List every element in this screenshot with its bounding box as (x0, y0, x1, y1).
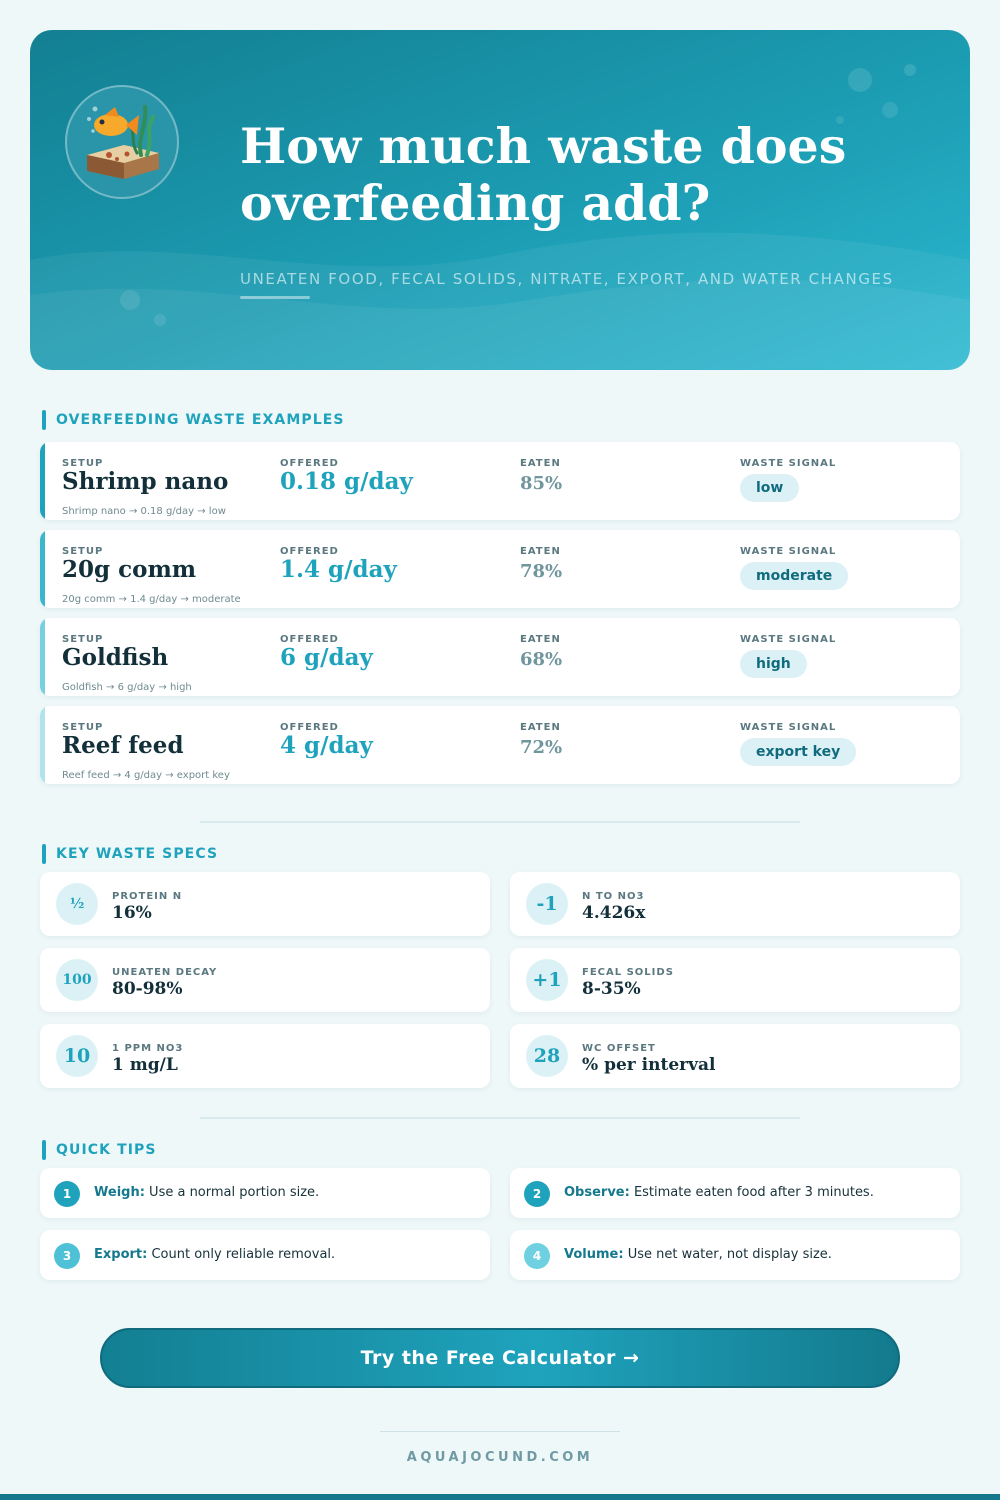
offered-value: 6 g/day (280, 644, 373, 671)
waste-signal-label: WASTE SIGNAL (740, 546, 837, 557)
eaten-value: 78% (520, 561, 563, 582)
eaten-label: EATEN (520, 634, 561, 645)
spec-card (40, 872, 490, 936)
waste-signal-badge: low (740, 474, 799, 502)
eaten-label: EATEN (520, 722, 561, 733)
tip-number-badge: 3 (54, 1243, 80, 1269)
eaten-value: 72% (520, 737, 563, 758)
row-note: 20g comm → 1.4 g/day → moderate (62, 594, 241, 605)
waste-signal-badge: high (740, 650, 807, 678)
tip-title: Volume: (564, 1247, 624, 1262)
spec-card (40, 948, 490, 1012)
tip-text (564, 1185, 874, 1200)
try-calculator-button[interactable]: Try the Free Calculator → (100, 1328, 900, 1388)
waste-signal-label: WASTE SIGNAL (740, 722, 837, 733)
eaten-label: EATEN (520, 458, 561, 469)
tip-title: Observe: (564, 1185, 630, 1200)
tip-title: Weigh: (94, 1185, 145, 1200)
offered-label: OFFERED (280, 546, 339, 557)
example-row (40, 442, 960, 520)
waste-signal-badge: export key (740, 738, 856, 766)
tip-card (510, 1230, 960, 1280)
offered-label: OFFERED (280, 722, 339, 733)
section-heading-specs: KEY WASTE SPECS (42, 844, 218, 864)
tip-number-badge: 2 (524, 1181, 550, 1207)
spec-card (510, 948, 960, 1012)
spec-value: 4.426x (582, 903, 646, 923)
setup-name: Reef feed (62, 732, 184, 759)
waste-signal-badge: moderate (740, 562, 848, 590)
row-accent-bar (40, 442, 45, 520)
row-accent-bar (40, 706, 45, 784)
hero-banner (30, 30, 970, 370)
section-heading-examples: OVERFEEDING WASTE EXAMPLES (42, 410, 345, 430)
spec-label: 1 PPM NO3 (112, 1043, 184, 1054)
spec-label: WC OFFSET (582, 1043, 656, 1054)
row-note: Goldfish → 6 g/day → high (62, 682, 192, 693)
offered-value: 0.18 g/day (280, 468, 413, 495)
tip-card (40, 1230, 490, 1280)
spec-card (510, 872, 960, 936)
row-accent-bar (40, 618, 45, 696)
setup-name: 20g comm (62, 556, 197, 583)
tip-body: Use net water, not display size. (623, 1247, 832, 1262)
tip-title: Export: (94, 1247, 148, 1262)
spec-label: FECAL SOLIDS (582, 967, 674, 978)
offered-value: 4 g/day (280, 732, 373, 759)
eaten-value: 85% (520, 473, 563, 494)
tip-number-badge: 1 (54, 1181, 80, 1207)
setup-label: SETUP (62, 634, 104, 645)
offered-label: OFFERED (280, 634, 339, 645)
title-underline (240, 296, 310, 299)
example-row (40, 706, 960, 784)
spec-label: PROTEIN N (112, 891, 183, 902)
waste-signal-label: WASTE SIGNAL (740, 634, 837, 645)
aquarium-logo-icon (65, 85, 179, 199)
footer-site-link[interactable]: AQUAJOCUND.COM (406, 1450, 594, 1465)
minus-one-icon: -1 (526, 883, 568, 925)
setup-label: SETUP (62, 458, 104, 469)
footer-divider (380, 1431, 620, 1432)
spec-value: 1 mg/L (112, 1055, 178, 1075)
spec-value: 80-98% (112, 979, 183, 999)
row-accent-bar (40, 530, 45, 608)
spec-label: UNEATEN DECAY (112, 967, 218, 978)
setup-label: SETUP (62, 546, 104, 557)
spec-card (40, 1024, 490, 1088)
spec-value: 8-35% (582, 979, 641, 999)
hundred-icon: 100 (56, 959, 98, 1001)
spec-card (510, 1024, 960, 1088)
offered-value: 1.4 g/day (280, 556, 397, 583)
spec-label: N TO NO3 (582, 891, 645, 902)
setup-label: SETUP (62, 722, 104, 733)
plus-one-icon: +1 (526, 959, 568, 1001)
section-heading-tips: QUICK TIPS (42, 1140, 157, 1160)
page-title: How much waste does overfeeding add? (240, 117, 847, 232)
section-divider (200, 1117, 800, 1119)
row-note: Reef feed → 4 g/day → export key (62, 770, 230, 781)
row-note: Shrimp nano → 0.18 g/day → low (62, 506, 226, 517)
tip-number-badge: 4 (524, 1243, 550, 1269)
tip-body: Estimate eaten food after 3 minutes. (629, 1185, 874, 1200)
bottom-accent-bar (0, 1494, 1000, 1500)
spec-value: 16% (112, 903, 152, 923)
tip-card (40, 1168, 490, 1218)
tip-text (94, 1247, 335, 1262)
tip-body: Use a normal portion size. (144, 1185, 320, 1200)
tip-body: Count only reliable removal. (147, 1247, 336, 1262)
spec-value: % per interval (582, 1055, 716, 1075)
tip-text (94, 1185, 319, 1200)
page-subtitle: UNEATEN FOOD, FECAL SOLIDS, NITRATE, EXPORT, AND WATER CHANGES (240, 270, 894, 288)
ten-icon: 10 (56, 1035, 98, 1077)
eaten-value: 68% (520, 649, 563, 670)
examples-list (40, 442, 960, 794)
setup-name: Goldfish (62, 644, 169, 671)
waste-signal-label: WASTE SIGNAL (740, 458, 837, 469)
example-row (40, 618, 960, 696)
eaten-label: EATEN (520, 546, 561, 557)
offered-label: OFFERED (280, 458, 339, 469)
section-divider (200, 821, 800, 823)
twenty-eight-icon: 28 (526, 1035, 568, 1077)
example-row (40, 530, 960, 608)
tip-card (510, 1168, 960, 1218)
setup-name: Shrimp nano (62, 468, 229, 495)
tip-text (564, 1247, 832, 1262)
half-icon: ½ (56, 883, 98, 925)
